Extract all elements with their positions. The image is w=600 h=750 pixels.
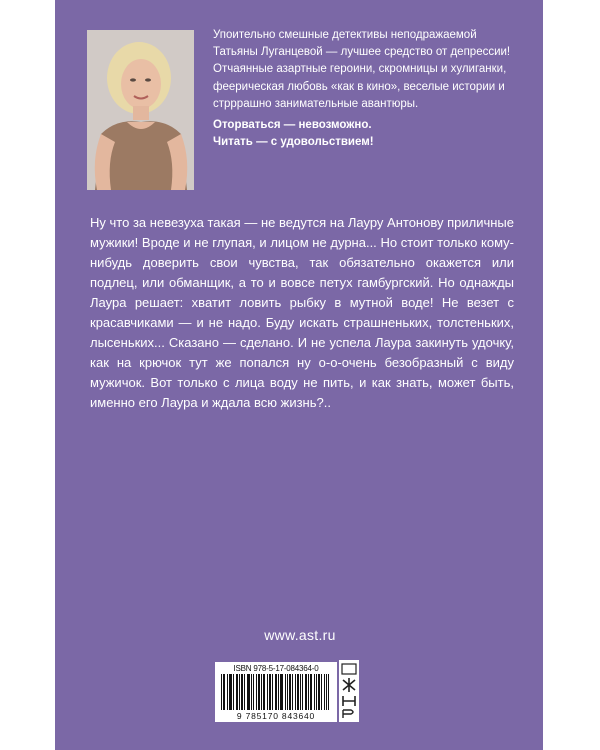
barcode-icon — [221, 674, 331, 710]
tagline-1: Оторваться — невозможно. — [213, 119, 372, 132]
promo-block — [213, 27, 513, 151]
promo-text: Упоительно смешные детективы неподражаемой Татьяны Луганцевой — лучшее средство от депрессии! Отчаянные азартные героини, скромницы и хулиганки, феерическая любовь «как в кино», веселые истории и стрррашно занимательные авантюры. — [213, 29, 511, 110]
barcode-digits: 9 785170 843640 — [236, 711, 316, 721]
author-photo — [87, 30, 194, 190]
isbn-number: ISBN 978-5-17-084364-0 — [233, 664, 319, 673]
isbn-block — [215, 662, 337, 722]
publisher-logo-icon — [339, 660, 359, 722]
tagline-2: Читать — с удовольствием! — [213, 136, 374, 149]
book-description: Ну что за невезуха такая — не ведутся на Лауру Антонову приличные мужики! Вроде и не глупая, и лицом не дурна... Но стоит только кому-нибудь доверить свои чувства, так обязательно окажется или подлец, или обманщик, а то и вовсе петух гамбургский. Но однажды Лаура решает: хватит ловить рыбку в мутной воде! Не везет с красавчиками — и не надо. Буду искать страшненьких, толстеньких, лысеньких... Сказано — сделано. И не успела Лаура закинуть удочку, как на крючок тут же попался ну о-о-очень безобразный с виду мужичок. Вот только с лица воду не пить, и как знать, может быть, именно его Лаура и ждала всю жизнь?.. — [90, 215, 514, 410]
website-link[interactable]: www.ast.ru — [264, 627, 336, 643]
